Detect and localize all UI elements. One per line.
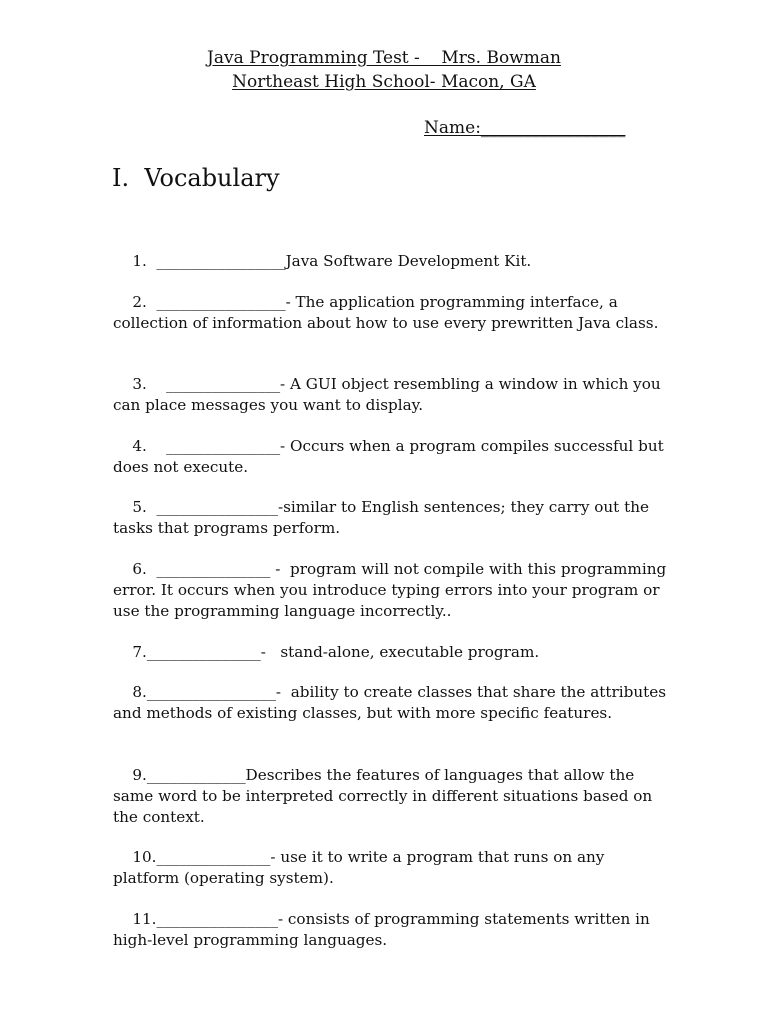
question-number: 11. xyxy=(132,910,157,928)
answer-blank: _________________ xyxy=(146,683,276,701)
question-text: - use it to write a program that runs on any platform (operating system). xyxy=(113,848,610,887)
answer-blank: _________________ xyxy=(156,293,286,311)
question-number: 3. xyxy=(132,375,167,393)
answer-blank: _______________ xyxy=(146,643,261,661)
answer-blank: _______________ xyxy=(156,560,271,578)
answer-blank: _____________ xyxy=(146,766,246,784)
question-11 xyxy=(113,888,673,972)
question-number: 1. xyxy=(132,252,157,270)
question-text: Describes the features of languages that allow the same word to be interpreted correctly in different situations based on the context. xyxy=(113,766,658,826)
question-number: 2. xyxy=(132,293,157,311)
question-text: - program will not compile with this programming error. It occurs when you introduce typing errors into your program or use the programming language incorrectly.. xyxy=(113,560,672,620)
question-number: 9. xyxy=(132,766,147,784)
question-text: - ability to create classes that share the attributes and methods of existing classes, but with more specific features. xyxy=(113,683,671,722)
answer-blank: ________________ xyxy=(156,498,278,516)
name-field: Name:_________________ xyxy=(424,118,626,138)
question-text: - The application programming interface, a collection of information about how to use every prewritten Java class. xyxy=(113,293,659,332)
question-text: - consists of programming statements written in high-level programming languages. xyxy=(113,910,655,949)
question-text: - Occurs when a program compiles successful but does not execute. xyxy=(113,437,669,476)
answer-blank: _________________ xyxy=(156,252,286,270)
question-text: -similar to English sentences; they carry out the tasks that programs perform. xyxy=(113,498,654,537)
question-number: 5. xyxy=(132,498,157,516)
answer-blank: _______________ xyxy=(166,437,281,455)
question-text: - A GUI object resembling a window in which you can place messages you want to display. xyxy=(113,375,666,414)
question-number: 10. xyxy=(132,848,157,866)
question-number: 4. xyxy=(132,437,167,455)
answer-blank: _______________ xyxy=(156,848,271,866)
question-2 xyxy=(113,271,673,355)
question-number: 7. xyxy=(132,643,147,661)
question-text: Java Software Development Kit. xyxy=(285,252,532,270)
school-name: Northeast High School- Macon, GA xyxy=(232,72,536,92)
test-title: Java Programming Test - Mrs. Bowman xyxy=(207,48,561,68)
question-number: 6. xyxy=(132,560,157,578)
answer-blank: ________________ xyxy=(156,910,278,928)
question-8 xyxy=(113,661,673,745)
question-text: - stand-alone, executable program. xyxy=(260,643,540,661)
section-title: I. Vocabulary xyxy=(112,164,280,192)
answer-blank: _______________ xyxy=(166,375,281,393)
question-number: 8. xyxy=(132,683,147,701)
